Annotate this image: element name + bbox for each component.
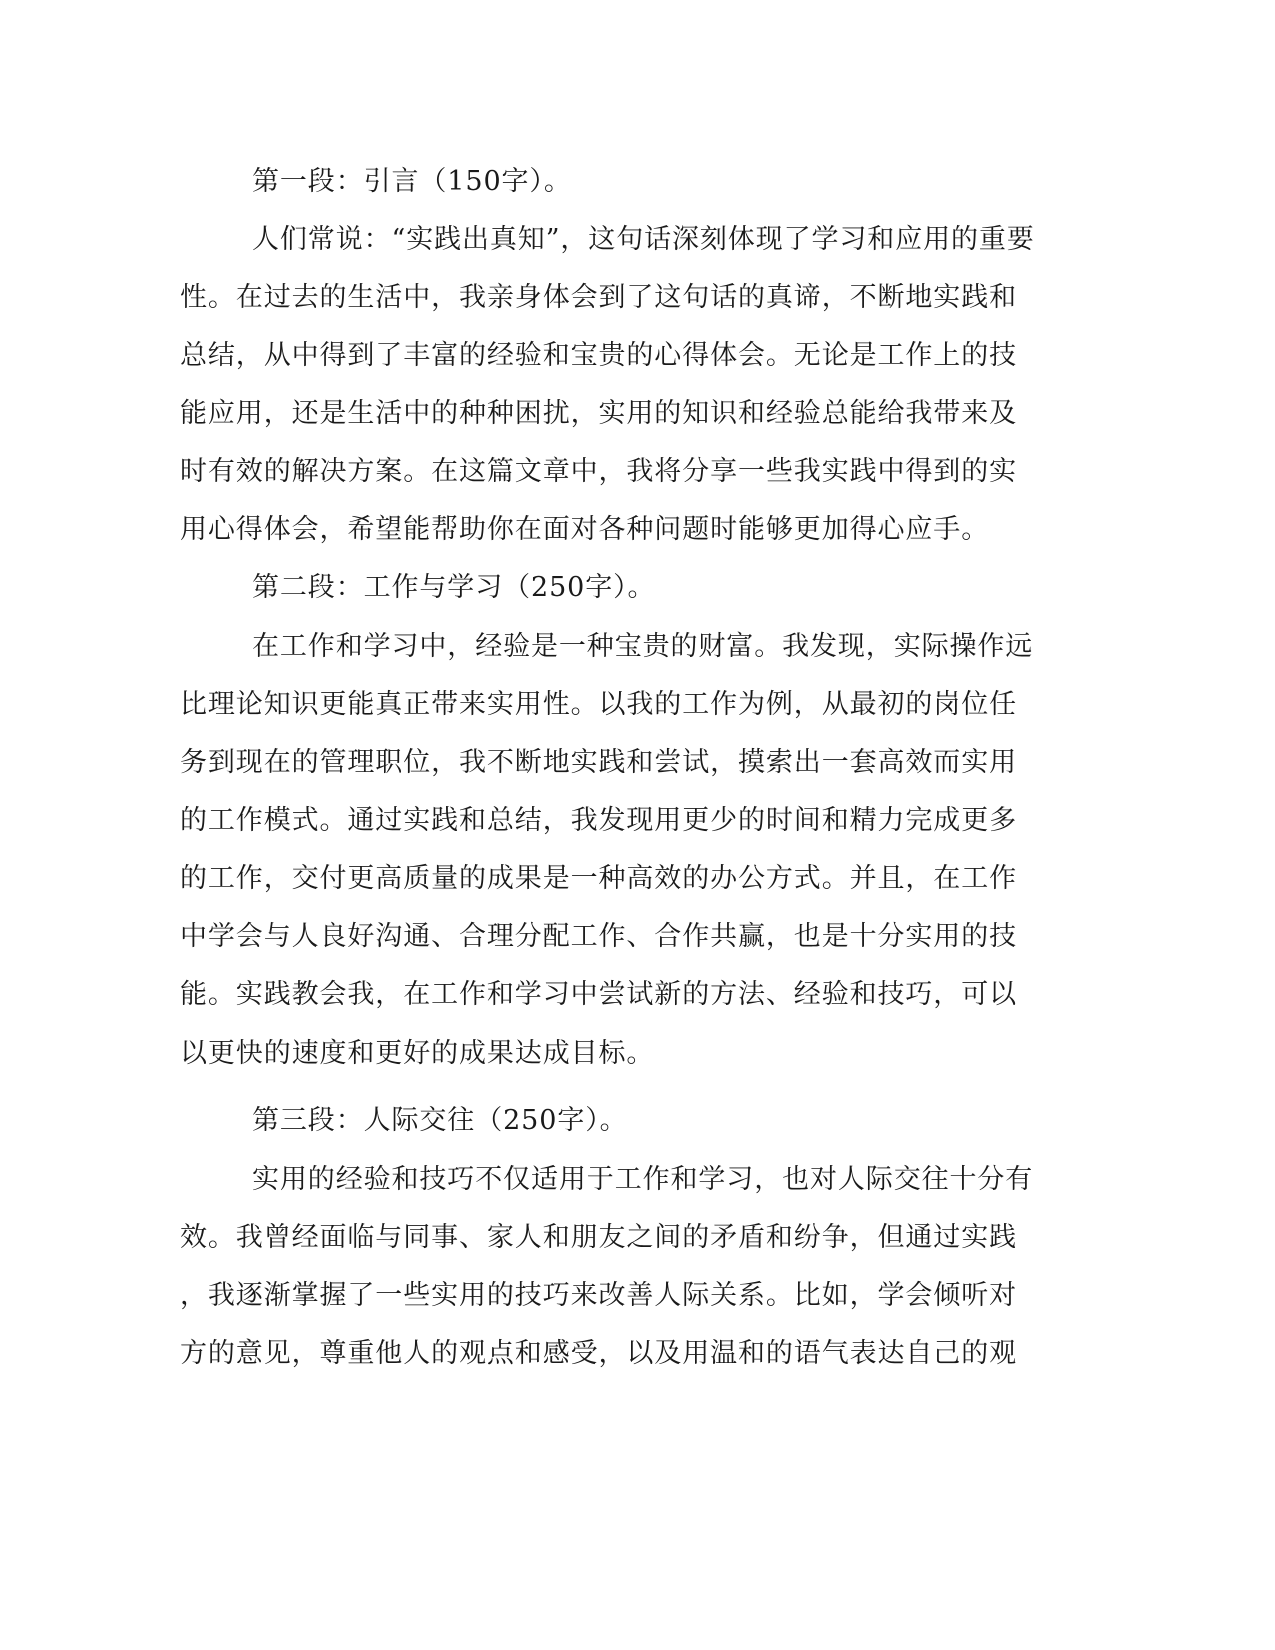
paragraph-line: 中学会与人良好沟通、合理分配工作、合作共赢，也是十分实用的技 [180, 921, 1017, 952]
paragraph-line: 效。我曾经面临与同事、家人和朋友之间的矛盾和纷争，但通过实践 [180, 1222, 1017, 1253]
paragraph-line: 务到现在的管理职位，我不断地实践和尝试，摸索出一套高效而实用 [180, 747, 1017, 778]
paragraph-line: 能应用，还是生活中的种种困扰，实用的知识和经验总能给我带来及 [180, 398, 1017, 429]
paragraph-line: 性。在过去的生活中，我亲身体会到了这句话的真谛，不断地实践和 [180, 282, 1017, 313]
paragraph-line: 的工作模式。通过实践和总结，我发现用更少的时间和精力完成更多 [180, 805, 1017, 836]
paragraph-line: 的工作，交付更高质量的成果是一种高效的办公方式。并且，在工作 [180, 863, 1017, 894]
paragraph-line: 比理论知识更能真正带来实用性。以我的工作为例，从最初的岗位任 [180, 689, 1017, 720]
section-heading-1: 第一段：引言（150字）。 [252, 166, 572, 197]
paragraph-line: 能。实践教会我，在工作和学习中尝试新的方法、经验和技巧，可以 [180, 979, 1017, 1010]
section-heading-2: 第二段：工作与学习（250字）。 [252, 572, 656, 603]
paragraph-line: 在工作和学习中，经验是一种宝贵的财富。我发现，实际操作远 [252, 631, 1034, 662]
paragraph-line: 时有效的解决方案。在这篇文章中，我将分享一些我实践中得到的实 [180, 456, 1017, 487]
paragraph-line: 方的意见，尊重他人的观点和感受，以及用温和的语气表达自己的观 [180, 1338, 1017, 1369]
paragraph-line: 用心得体会，希望能帮助你在面对各种问题时能够更加得心应手。 [180, 514, 990, 545]
paragraph-line: 实用的经验和技巧不仅适用于工作和学习，也对人际交往十分有 [252, 1164, 1034, 1195]
paragraph-line: 总结，从中得到了丰富的经验和宝贵的心得体会。无论是工作上的技 [180, 340, 1017, 371]
paragraph-line: 人们常说：“实践出真知”，这句话深刻体现了学习和应用的重要 [252, 224, 1035, 255]
section-heading-3: 第三段：人际交往（250字）。 [252, 1105, 628, 1136]
paragraph-line: ，我逐渐掌握了一些实用的技巧来改善人际关系。比如，学会倾听对 [180, 1280, 1017, 1311]
paragraph-line: 以更快的速度和更好的成果达成目标。 [180, 1038, 655, 1069]
